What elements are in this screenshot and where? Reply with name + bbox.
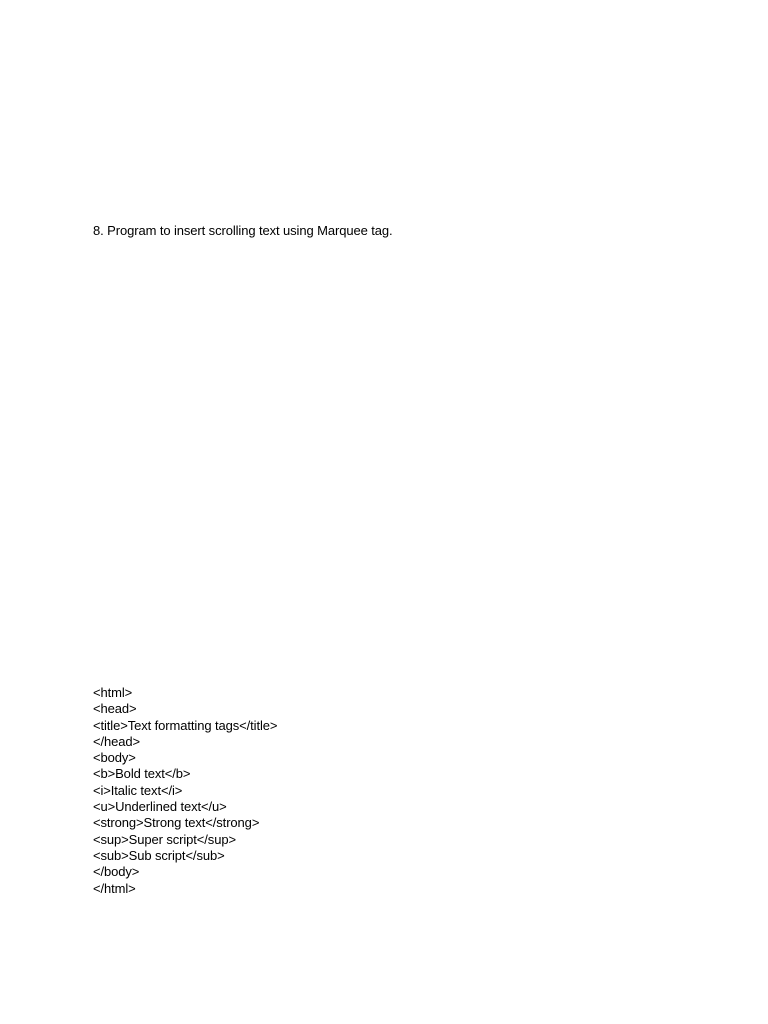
code-line: <sup>Super script</sup> bbox=[93, 831, 236, 847]
code-line: <b>Bold text</b> bbox=[93, 766, 191, 782]
code-line: <u>Underlined text</u> bbox=[93, 799, 227, 815]
code-line: <title>Text formatting tags</title> bbox=[93, 717, 278, 733]
code-line: <i>Italic text</i> bbox=[93, 782, 183, 798]
program-heading: 8. Program to insert scrolling text using Marquee tag. bbox=[93, 223, 393, 238]
code-listing bbox=[93, 685, 277, 897]
code-line: <html> bbox=[93, 685, 133, 700]
code-line: </head> bbox=[93, 733, 141, 749]
code-line: </html> bbox=[93, 880, 136, 896]
code-line: <body> bbox=[93, 750, 136, 766]
code-line: <sub>Sub script</sub> bbox=[93, 847, 225, 863]
code-line: <head> bbox=[93, 701, 137, 717]
code-line: <strong>Strong text</strong> bbox=[93, 815, 260, 831]
code-line: </body> bbox=[93, 864, 140, 880]
